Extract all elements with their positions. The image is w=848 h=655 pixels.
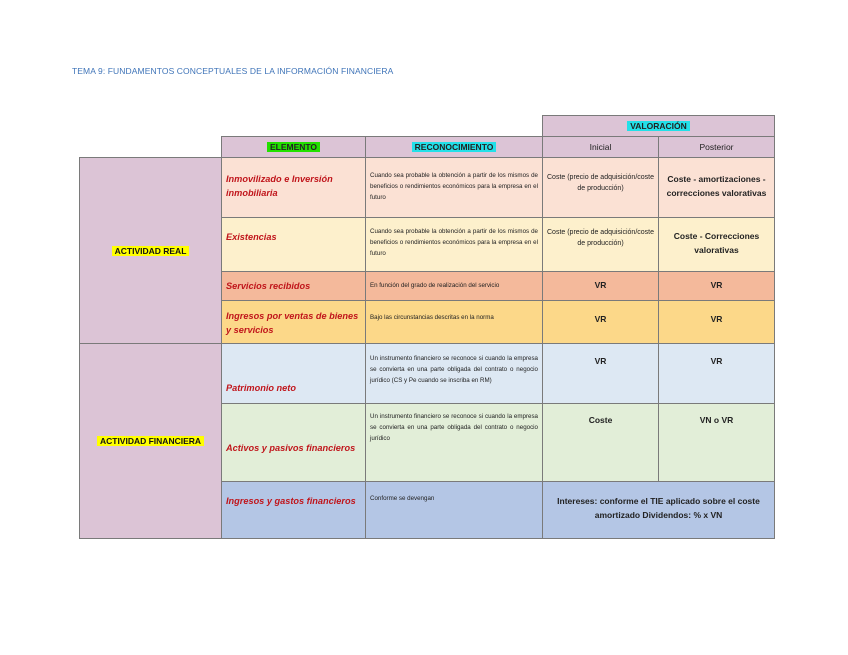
table-row-initial-value: Coste (precio de adquisición/coste de producción) [542,157,659,218]
table-row-initial-value: Coste [542,403,659,482]
table-row-recognition: En función del grado de realización del servicio [365,271,543,301]
valoracion-header-label: VALORACIÓN [627,121,690,131]
table-row-later-value: Coste - amortizaciones - correcciones valorativas [658,157,775,218]
table-row-element: Activos y pasivos financieros [221,403,366,482]
document-title: TEMA 9: FUNDAMENTOS CONCEPTUALES DE LA INFORMACIÓN FINANCIERA [72,66,394,76]
table-row-recognition: Cuando sea probable la obtención a partir de los mismos de beneficios o rendimientos económicos para la empresa en el futuro [365,217,543,272]
table-row-later-value: VN o VR [658,403,775,482]
posterior-header [658,136,775,158]
actividad-real-label: ACTIVIDAD REAL [112,246,190,256]
inicial-header [542,136,659,158]
table-row-element: Patrimonio neto [221,343,366,404]
reconocimiento-header-label: RECONOCIMIENTO [412,142,497,152]
table-row-element: Ingresos y gastos financieros [221,481,366,539]
table-row-initial-value: Coste (precio de adquisición/coste de producción) [542,217,659,272]
elemento-header-label: ELEMENTO [267,142,320,152]
inicial-header-label: Inicial [589,142,612,152]
table-row-later-value: VR [658,300,775,344]
actividad-financiera-label: ACTIVIDAD FINANCIERA [97,436,204,446]
table-row-element: Existencias [221,217,366,272]
table-row-recognition: Bajo las circunstancias descritas en la norma [365,300,543,344]
table-row-recognition: Conforme se devengan [365,481,543,539]
valoracion-header [542,115,775,137]
actividad-real-section [79,157,222,344]
posterior-header-label: Posterior [699,142,734,152]
table-row-later-value: VR [658,271,775,301]
table-row-element: Servicios recibidos [221,271,366,301]
table-row-recognition: Un instrumento financiero se reconoce si cuando la empresa se convierta en una parte obligada del contrato o negocio jurídico (CS y Pe cuando se inscriba en RM) [365,343,543,404]
table-row-later-value: VR [658,343,775,404]
elemento-header [221,136,366,158]
actividad-financiera-section [79,343,222,539]
table-row-recognition: Un instrumento financiero se reconoce si cuando la empresa se convierta en una parte obligada del contrato o negocio jurídico [365,403,543,482]
table-row-valuation-merged: Intereses: conforme el TIE aplicado sobre el coste amortizado Dividendos: % x VN [542,481,775,539]
table-row-recognition: Cuando sea probable la obtención a partir de los mismos de beneficios o rendimientos económicos para la empresa en el futuro [365,157,543,218]
reconocimiento-header [365,136,543,158]
table-row-element: Ingresos por ventas de bienes y servicios [221,300,366,344]
table-row-element: Inmovilizado e Inversión inmobiliaria [221,157,366,218]
table-row-initial-value: VR [542,343,659,404]
table-row-initial-value: VR [542,271,659,301]
table-row-initial-value: VR [542,300,659,344]
table-row-later-value: Coste - Correcciones valorativas [658,217,775,272]
